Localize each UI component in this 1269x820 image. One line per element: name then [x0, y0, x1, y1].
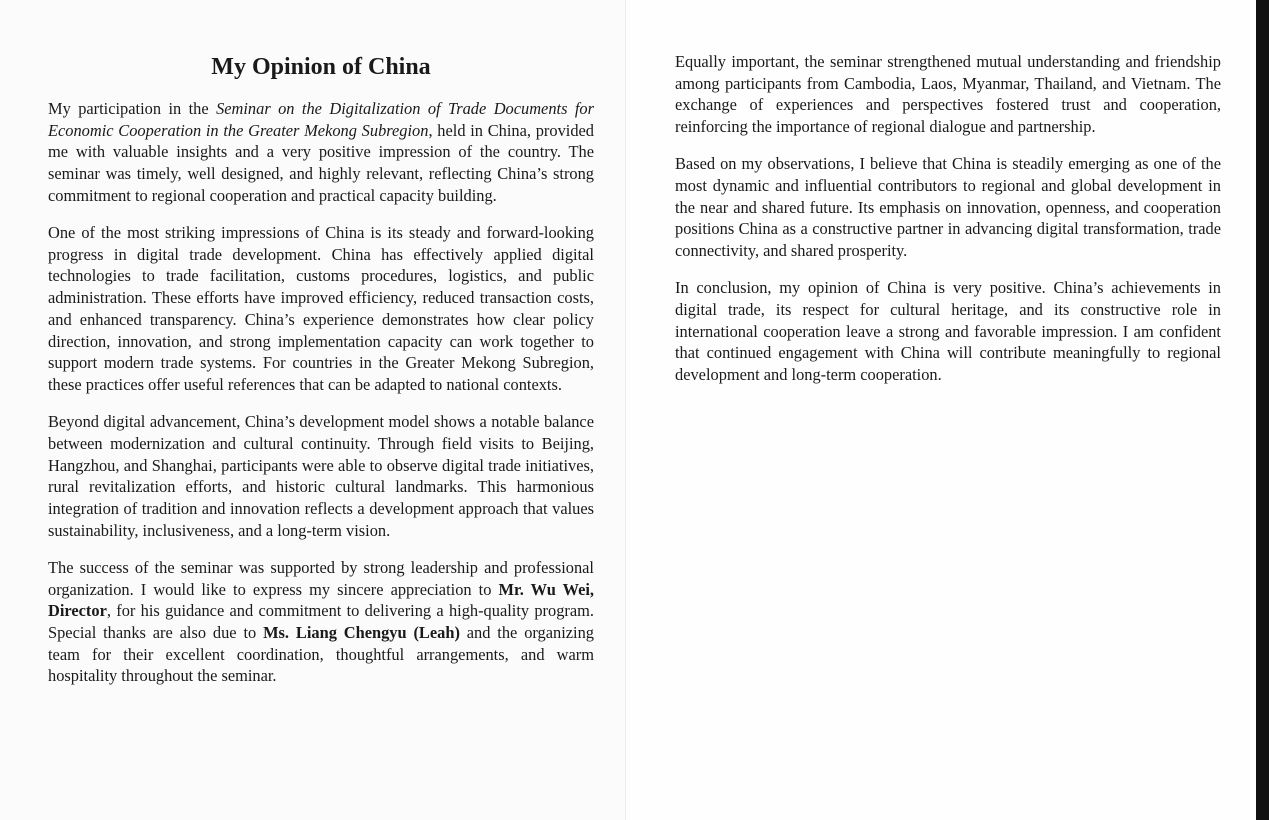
- paragraph-conclusion: In conclusion, my opinion of China is very positive. China’s achievements in digital trade, its respect for cultural heritage, and its constructive role in international cooperation leave a strong and favorable impression. I am confident that continued engagement with China will contribute meaningfully to regional development and long-term cooperation.: [675, 278, 1221, 385]
- paragraph-mutual-understanding: Equally important, the seminar strengthened mutual understanding and friendship among participants from Cambodia, Laos, Myanmar, Thailand, and Vietnam. The exchange of experiences and perspectives fostered trust and cooperation, reinforcing the importance of regional dialogue and partnership.: [675, 52, 1221, 137]
- text: My participation in the: [48, 99, 217, 118]
- paragraph-cultural-continuity: Beyond digital advancement, China’s development model shows a notable balance between modernization and cultural continuity. Through field visits to Beijing, Hangzhou, and Shanghai, participants were able to observe digital trade initiatives, rural revitalization efforts, and historic cultural landmarks. This harmonious integration of tradition and innovation reflects a development approach that values sustainability, inclusiveness, and a long-term vision.: [48, 412, 594, 540]
- paragraph-acknowledgements: [48, 557, 594, 687]
- window-edge: [1256, 0, 1269, 820]
- coordinator-name: Ms. Liang Chengyu (Leah): [263, 622, 460, 642]
- text: and the organizing team for their excellent coordination, thoughtful arrangements, and warm hospitality throughout the seminar.: [48, 622, 594, 686]
- text: , for his guidance and commitment to delivering a high-quality program. Special thanks are also due to: [48, 601, 594, 642]
- seminar-name: Seminar on the Digitalization of Trade Documents for Economic Cooperation in the Greater Mekong Subregion: [48, 99, 594, 140]
- paragraph-observations: Based on my observations, I believe that China is steadily emerging as one of the most dynamic and influential contributors to regional and global development in the near and shared future. Its emphasis on innovation, openness, and cooperation positions China as a constructive partner in advancing digital transformation, trade connectivity, and shared prosperity.: [675, 154, 1221, 261]
- right-column: [675, 51, 1221, 401]
- director-name: Mr. Wu Wei, Director: [48, 579, 594, 621]
- document-title: My Opinion of China: [211, 54, 431, 80]
- text: The success of the seminar was supported by strong leadership and professional organization. I would like to express my sincere appreciation to: [48, 557, 594, 599]
- text: , held in China, provided me with valuable insights and a very positive impression of the country. The seminar was timely, well designed, and highly relevant, reflecting China’s strong commitment to regional cooperation and practical capacity building.: [48, 120, 594, 205]
- paragraph-digital-trade: One of the most striking impressions of China is its steady and forward-looking progress in digital trade development. China has effectively applied digital technologies to trade facilitation, customs procedures, logistics, and public administration. These efforts have improved efficiency, reduced transaction costs, and enhanced transparency. China’s experience demonstrates how clear policy direction, innovation, and strong implementation capacity can work together to support modern trade systems. For countries in the Greater Mekong Subregion, these practices offer useful references that can be adapted to national contexts.: [48, 223, 594, 394]
- left-column: [48, 50, 594, 703]
- paragraph-intro: [48, 98, 594, 207]
